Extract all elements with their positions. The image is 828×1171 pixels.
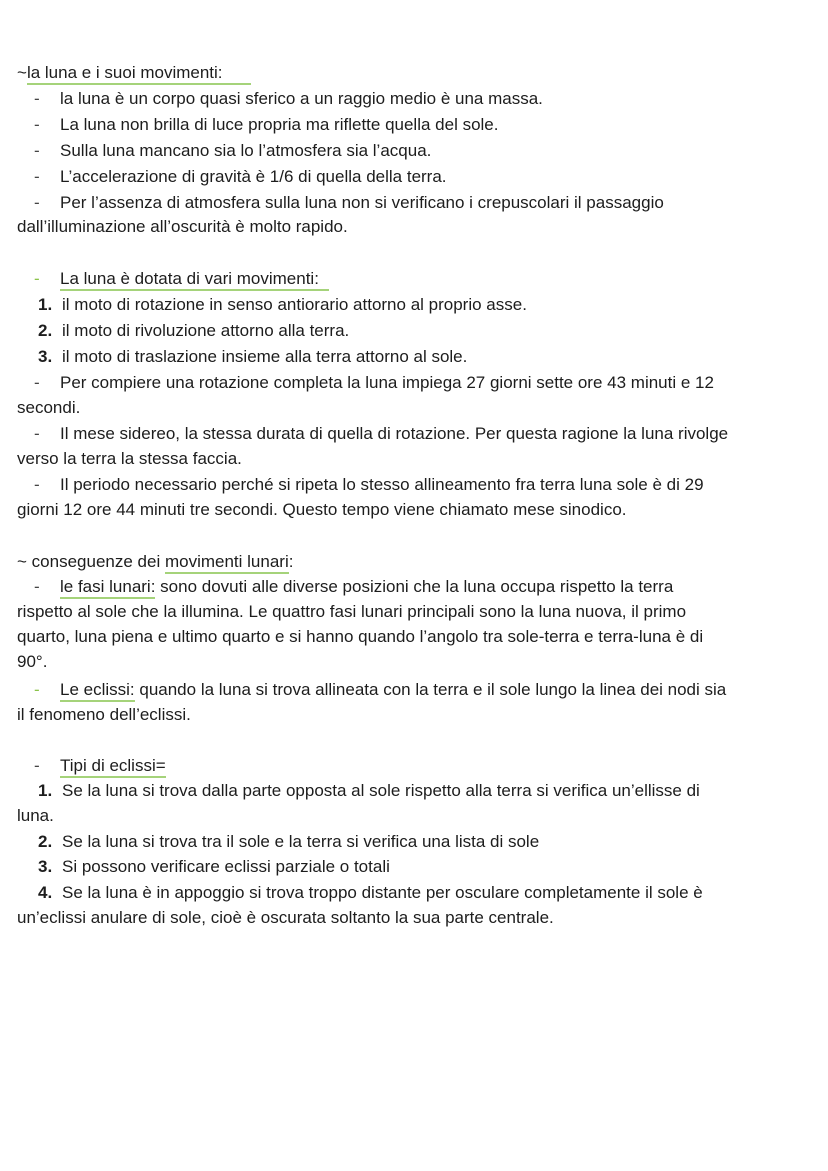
dash-marker: - [34,373,40,392]
paragraph-text: Il mese sidereo, la stessa durata di quella di rotazione. Per questa ragione la luna rivolge [60,424,729,443]
section-heading-movimenti [34,266,806,292]
dash-marker: - [34,756,40,775]
list-item-continuation: dall’illuminazione all’oscurità è molto rapido. [17,217,348,236]
title-text: conseguenze dei [31,552,165,571]
paragraph-eclissi [34,677,806,703]
paragraph-mese-sinodico [34,472,806,498]
paragraph-mese-sidereo [34,421,806,447]
paragraph-continuation: 90°. [17,652,48,671]
numbered-item [38,854,806,880]
item-number: 1. [38,781,53,800]
numbered-item [38,829,806,855]
numbered-item [38,778,806,804]
paragraph-continuation: quarto, luna piena e ultimo quarto e si hanno quando l’angolo tra sole-terra e terra-luna è di [17,627,704,646]
paragraph-continuation: rispetto al sole che la illumina. Le quattro fasi lunari principali sono la luna nuova, il primo [17,602,687,621]
section-heading-tipi-eclissi [34,753,806,779]
list-item [34,164,806,190]
title-colon: : [288,552,294,571]
term-fasi: le fasi lunari: [60,577,155,599]
dash-marker: - [34,680,40,699]
paragraph-continuation: giorni 12 ore 44 minuti tre secondi. Questo tempo viene chiamato mese sinodico. [17,500,627,519]
title-text: la luna e i suoi movimenti: [27,63,251,85]
numbered-item [38,292,806,318]
heading-text: Tipi di eclissi= [60,756,166,778]
dash-marker: - [34,167,40,186]
item-text: Sulla luna mancano sia lo l’atmosfera sia l’acqua. [60,141,432,160]
paragraph-text: quando la luna si trova allineata con la terra e il sole lungo la linea dei nodi sia [134,680,727,699]
item-text: la luna è un corpo quasi sferico a un raggio medio è una massa. [60,89,543,108]
dash-marker: - [34,115,40,134]
numbered-item [38,318,806,344]
item-text: Se la luna si trova tra il sole e la terra si verifica una lista di sole [62,832,540,851]
paragraph-rotazione [34,370,806,396]
item-text: Se la luna si trova dalla parte opposta al sole rispetto alla terra si verifica un’ellisse di [62,781,700,800]
paragraph-text: Per compiere una rotazione completa la luna impiega 27 giorni sette ore 43 minuti e 12 [60,373,714,392]
title-underlined: movimenti lunari [165,552,289,574]
item-text: La luna non brilla di luce propria ma riflette quella del sole. [60,115,499,134]
heading-text: La luna è dotata di vari movimenti: [60,269,329,291]
paragraph-fasi-lunari [34,574,806,600]
dash-marker: - [34,89,40,108]
term-eclissi: Le eclissi: [60,680,135,702]
item-number: 2. [38,321,53,340]
list-item [34,112,806,138]
item-text: Per l’assenza di atmosfera sulla luna non si verificano i crepuscolari il passaggio [60,193,664,212]
numbered-item [38,344,806,370]
dash-marker: - [34,269,40,288]
tilde-marker: ~ [17,63,27,82]
item-number: 2. [38,832,53,851]
item-number: 4. [38,883,53,902]
paragraph-continuation: il fenomeno dell’eclissi. [17,705,191,724]
tilde-marker: ~ [17,552,27,571]
dash-marker: - [34,193,40,212]
section-title-luna [17,60,806,86]
dash-marker: - [34,424,40,443]
paragraph-text: sono dovuti alle diverse posizioni che la luna occupa rispetto la terra [155,577,674,596]
numbered-item-continuation: luna. [17,806,54,825]
item-number: 1. [38,295,53,314]
item-number: 3. [38,857,53,876]
numbered-item-continuation: un’eclissi anulare di sole, cioè è oscurata soltanto la sua parte centrale. [17,908,554,927]
item-text: il moto di rivoluzione attorno alla terra. [62,321,350,340]
section-title-conseguenze [17,549,806,575]
dash-marker: - [34,577,40,596]
item-text: il moto di rotazione in senso antiorario attorno al proprio asse. [62,295,527,314]
list-item [34,86,806,112]
list-item [34,190,806,216]
list-item [34,138,806,164]
paragraph-continuation: secondi. [17,398,81,417]
item-text: Se la luna è in appoggio si trova troppo distante per osculare completamente il sole è [62,883,703,902]
paragraph-text: Il periodo necessario perché si ripeta lo stesso allineamento fra terra luna sole è di 29 [60,475,704,494]
numbered-item [38,880,806,906]
item-text: il moto di traslazione insieme alla terra attorno al sole. [62,347,468,366]
item-text: L’accelerazione di gravità è 1/6 di quella della terra. [60,167,447,186]
paragraph-continuation: verso la terra la stessa faccia. [17,449,242,468]
item-text: Si possono verificare eclissi parziale o totali [62,857,390,876]
dash-marker: - [34,475,40,494]
dash-marker: - [34,141,40,160]
item-number: 3. [38,347,53,366]
